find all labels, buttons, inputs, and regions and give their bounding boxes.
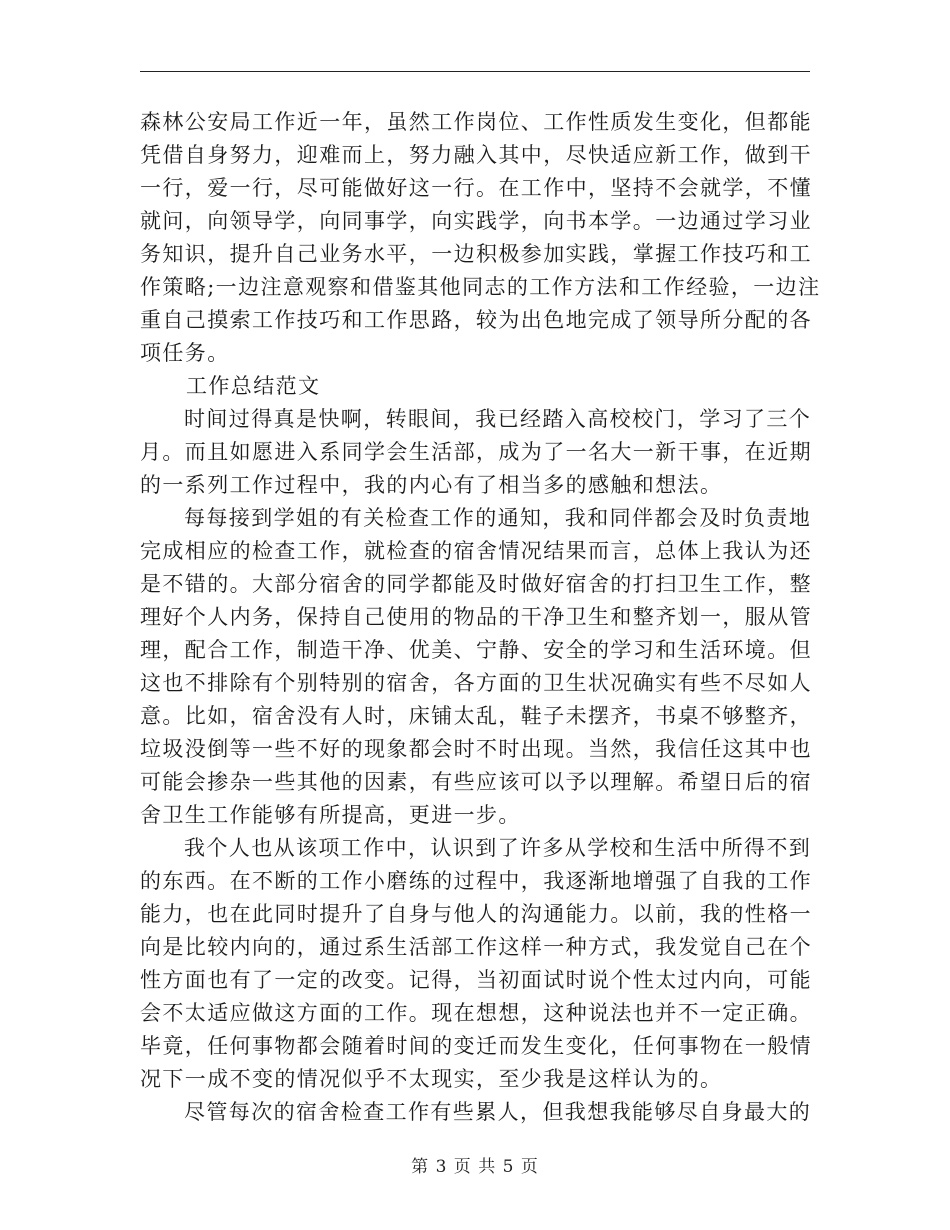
text-line: 每每接到学姐的有关检查工作的通知，我和同伴都会及时负责地 [184,506,812,530]
text-line: 可能会掺杂一些其他的因素，有些应该可以予以理解。希望日后的宿 [140,770,812,794]
text-line: 能力，也在此同时提升了自身与他人的沟通能力。以前，我的性格一 [140,902,812,926]
page-footer [0,1152,950,1177]
paragraph [140,832,812,1096]
text-line: 况下一成不变的情况似乎不太现实，至少我是这样认为的。 [140,1067,723,1091]
text-line: 我个人也从该项工作中，认识到了许多从学校和生活中所得不到 [184,836,812,860]
text-line: 理，配合工作，制造干净、优美、宁静、安全的学习和生活环境。但 [140,638,812,662]
text-line: 务知识，提升自己业务水平，一边积极参加实践，掌握工作技巧和工 [140,242,812,266]
text-line: 月。而且如愿进入系同学会生活部，成为了一名大一新干事，在近期 [140,440,812,464]
text-line: 是不错的。大部分宿舍的同学都能及时做好宿舍的打扫卫生工作，整 [140,572,812,596]
paragraph [140,502,812,832]
document-body [140,106,821,1129]
text-line: 作策略;一边注意观察和借鉴其他同志的工作方法和工作经验，一边注 [140,275,821,299]
text-line: 项任务。 [140,341,230,365]
text-line: 重自己摸索工作技巧和工作思路，较为出色地完成了领导所分配的各 [140,308,812,332]
text-line: 垃圾没倒等一些不好的现象都会时不时出现。当然，我信任这其中也 [140,737,812,761]
text-line: 就问，向领导学，向同事学，向实践学，向书本学。一边通过学习业 [140,209,812,233]
text-line: 尽管每次的宿舍检查工作有些累人，但我想我能够尽自身最大的 [184,1100,812,1124]
text-line: 会不太适应做这方面的工作。现在想想，这种说法也并不一定正确。 [140,1001,812,1025]
text-line: 的东西。在不断的工作小磨练的过程中，我逐渐地增强了自我的工作 [140,869,812,893]
text-line: 一行，爱一行，尽可能做好这一行。在工作中，坚持不会就学，不懂 [140,176,812,200]
header-rule [140,71,810,72]
text-line: 森林公安局工作近一年，虽然工作岗位、工作性质发生变化，但都能 [140,110,812,134]
text-line: 这也不排除有个别特别的宿舍，各方面的卫生状况确实有些不尽如人 [140,671,812,695]
text-line: 性方面也有了一定的改变。记得，当初面试时说个性太过内向，可能 [140,968,812,992]
text-line: 向是比较内向的，通过系生活部工作这样一种方式，我发觉自己在个 [140,935,812,959]
text-line: 理好个人内务，保持自己使用的物品的干净卫生和整齐划一，服从管 [140,605,812,629]
paragraph [140,1096,812,1129]
text-line: 的一系列工作过程中，我的内心有了相当多的感触和想法。 [140,473,723,497]
text-line: 意。比如，宿舍没有人时，床铺太乱，鞋子未摆齐，书桌不够整齐， [140,704,812,728]
section-heading [140,370,812,403]
text-line: 毕竟，任何事物都会随着时间的变迁而发生变化，任何事物在一般情 [140,1034,812,1058]
paragraph [140,403,812,502]
text-line: 舍卫生工作能够有所提高，更进一步。 [140,803,521,827]
paragraph [140,106,821,370]
text-line: 时间过得真是快啊，转眼间，我已经踏入高校校门，学习了三个 [184,407,812,431]
page-number-text: 第 3 页 共 5 页 [411,1157,539,1177]
text-line: 凭借自身努力，迎难而上，努力融入其中，尽快适应新工作，做到干 [140,143,812,167]
text-line: 完成相应的检查工作，就检查的宿舍情况结果而言，总体上我认为还 [140,539,812,563]
section-heading-text: 工作总结范文 [186,374,321,398]
